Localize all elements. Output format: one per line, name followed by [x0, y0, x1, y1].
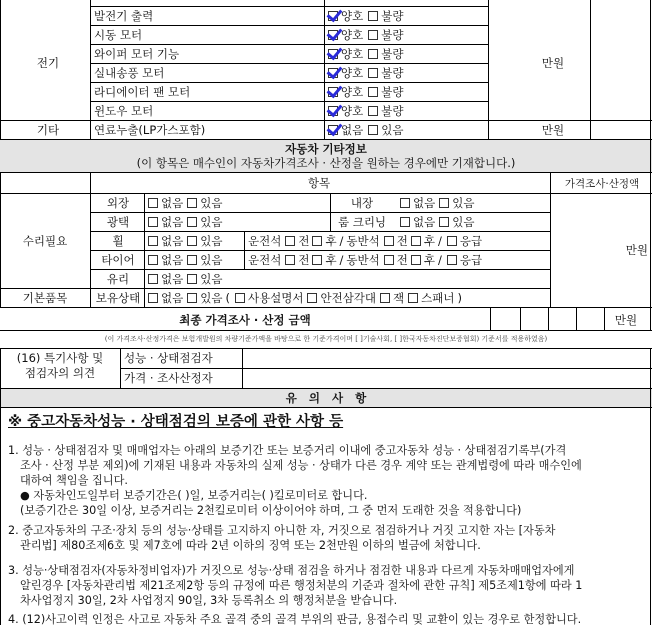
glass-exists-label: 있음 [200, 272, 223, 286]
room-cleaning-label: 룸 크리닝 [337, 215, 387, 229]
exterior-exists-label: 있음 [200, 196, 223, 210]
gloss-exists-label: 있음 [200, 215, 223, 229]
bad-label: 불량 [381, 85, 404, 99]
gloss-none-label: 없음 [161, 215, 184, 229]
final-price-note: (이 가격조사·산정가격은 보험개발원의 차량기준가액을 바탕으로 한 기준가격이며 [ ]기술사회, [ ]한국자동차진단보증협회) 기준서를 적용하였음) [104, 335, 548, 343]
appraiser-opinion-field[interactable] [242, 369, 648, 387]
wheel-none-label: 없음 [161, 234, 184, 248]
interior-none-label: 없음 [413, 196, 436, 210]
front-label: 전 [298, 253, 310, 267]
electric-item-options [326, 7, 486, 25]
good-label: 양호 [341, 66, 364, 80]
interior-none-checkbox[interactable] [400, 198, 410, 208]
bad-checkbox[interactable] [368, 30, 378, 40]
interior-label: 내장 [350, 196, 374, 210]
emergency-label: 응급 [459, 253, 483, 267]
exterior-none-checkbox[interactable] [148, 198, 158, 208]
possession-none-label: 없음 [161, 291, 184, 305]
tire-driver-front-checkbox[interactable] [285, 255, 295, 265]
electric-item-name: 라디에이터 팬 모터 [94, 85, 191, 99]
good-label: 양호 [341, 9, 364, 23]
rear-label: 후 [423, 234, 435, 248]
notice-paragraph-1 [8, 443, 648, 518]
notice-line: ● 자동차인도일부터 보증기간은( )일, 보증거리는( )킬로미터로 합니다. [20, 489, 368, 502]
exterior-none-label: 없음 [161, 196, 184, 210]
notice-line: 조사 · 산정 부분 제외)에 기재된 내용과 자동차의 실제 성능 · 상태가 다른 경우 계약 또는 관계법령에 따라 매수인에 [20, 459, 582, 472]
bad-label: 불량 [381, 47, 404, 61]
electric-item-options [326, 26, 486, 44]
notice-paragraph-2 [8, 523, 648, 553]
bad-checkbox[interactable] [368, 68, 378, 78]
other-price-unit: 만원 [541, 123, 565, 137]
wheel-passenger-label: 동반석 [346, 234, 380, 248]
glass-none-label: 없음 [161, 272, 184, 286]
wheel-none-checkbox[interactable] [148, 236, 158, 246]
open-paren: ( [225, 291, 230, 305]
triangle-label: 안전삼각대 [320, 291, 377, 305]
good-checkbox-checked[interactable] [328, 11, 338, 21]
wheel-emergency-checkbox[interactable] [447, 236, 457, 246]
notice-paragraph-3 [8, 563, 648, 608]
bad-checkbox[interactable] [368, 11, 378, 21]
front-label: 전 [298, 234, 310, 248]
notice-line: 1. 성능 · 상태점검자 및 매매업자는 아래의 보증기간 또는 보증거리 이내에 중고자동차 성능 · 상태점검기록부(가격 [8, 444, 567, 457]
items-column-header: 항목 [307, 176, 331, 190]
triangle-checkbox[interactable] [307, 293, 317, 303]
electric-item-options [326, 64, 486, 82]
tire-driver-label: 운전석 [248, 253, 282, 267]
room-cleaning-exists-label: 있음 [452, 215, 475, 229]
electric-item-name: 실내송풍 모터 [94, 66, 165, 80]
electric-item-name: 시동 모터 [94, 28, 143, 42]
manual-checkbox[interactable] [235, 293, 245, 303]
tire-passenger-label: 동반석 [346, 253, 380, 267]
interior-exists-label: 있음 [452, 196, 475, 210]
spanner-label: 스패너 [421, 291, 455, 305]
room-cleaning-options [398, 213, 548, 231]
notice-line: 3. 성능·상태점검자(자동차정비업자)가 거짓으로 성능·상태 점검을 하거나 점검한 내용과 다르게 자동차매매업자에게 [8, 564, 575, 577]
interior-exists-checkbox[interactable] [439, 198, 449, 208]
wheel-passenger-front-checkbox[interactable] [384, 236, 394, 246]
wheel-exists-checkbox[interactable] [187, 236, 197, 246]
good-label: 양호 [341, 47, 364, 61]
tire-label: 타이어 [101, 253, 135, 267]
exterior-exists-checkbox[interactable] [187, 198, 197, 208]
possession-label: 보유상태 [95, 291, 141, 305]
notice-line: 차사업정지 30일, 2차 사업정지 90일, 3차 등록취소 의 행정처분을 받습니다. [20, 594, 398, 607]
wheel-options [146, 232, 244, 250]
glass-exists-checkbox[interactable] [187, 274, 197, 284]
spanner-checkbox[interactable] [408, 293, 418, 303]
notice-line: 2. 중고자동차의 구조·장치 등의 성능·상태를 고지하지 아니한 자, 거짓으로 점검하거나 거짓 고지한 자는 [자동차 [8, 524, 556, 537]
tire-emergency-checkbox[interactable] [447, 255, 457, 265]
gloss-exists-checkbox[interactable] [187, 217, 197, 227]
other-item-name: 연료누출(LP가스포함) [94, 123, 206, 137]
other-category: 기타 [36, 123, 60, 137]
other-item-options [326, 121, 486, 139]
room-cleaning-exists-checkbox[interactable] [439, 217, 449, 227]
front-label: 전 [396, 253, 408, 267]
exists-checkbox[interactable] [368, 125, 378, 135]
inspector-opinion-field[interactable] [242, 349, 648, 367]
exists-label: 있음 [381, 123, 404, 137]
wheel-position-options [248, 232, 548, 250]
rear-label: 후 [423, 253, 435, 267]
tire-options [146, 251, 244, 269]
slash: / [437, 234, 442, 248]
good-checkbox-checked[interactable] [328, 49, 338, 59]
glass-label: 유리 [106, 272, 130, 286]
wheel-exists-label: 있음 [200, 234, 223, 248]
notice-line: 관리법] 제80조제6호 및 제7호에 따라 2년 이하의 징역 또는 2천만원 이하의 벌금에 처합니다. [20, 539, 481, 552]
wheel-driver-front-checkbox[interactable] [285, 236, 295, 246]
final-price-title: 최종 가격조사 · 산정 금액 [179, 312, 311, 327]
none-checkbox-checked[interactable] [328, 125, 338, 135]
front-label: 전 [396, 234, 408, 248]
good-checkbox-checked[interactable] [328, 68, 338, 78]
slash: / [339, 234, 344, 248]
bad-checkbox[interactable] [368, 87, 378, 97]
tire-passenger-rear-checkbox[interactable] [411, 255, 421, 265]
special-remarks-line2: 점검자의 의견 [24, 366, 96, 380]
extra-info-subtitle: (이 항목은 매수인이 자동차가격조사 · 산정을 원하는 경우에만 기재합니다.) [136, 156, 516, 170]
possession-none-checkbox[interactable] [148, 293, 158, 303]
final-price-unit: 만원 [614, 312, 638, 327]
bad-label: 불량 [381, 104, 404, 118]
good-label: 양호 [341, 85, 364, 99]
gloss-options [146, 213, 244, 231]
good-checkbox-checked[interactable] [328, 30, 338, 40]
tire-none-label: 없음 [161, 253, 184, 267]
wheel-driver-rear-checkbox[interactable] [312, 236, 322, 246]
electric-category: 전기 [36, 56, 60, 70]
possession-options [146, 289, 548, 307]
good-label: 양호 [341, 28, 364, 42]
bad-label: 불량 [381, 66, 404, 80]
electric-item-options [326, 102, 486, 120]
electric-item-options [326, 83, 486, 101]
wheel-driver-label: 운전석 [248, 234, 282, 248]
notice-heading: ※ 중고자동차성능 · 상태점검의 보증에 관한 사항 등 [8, 413, 344, 430]
jack-label: 잭 [393, 291, 405, 305]
bad-label: 불량 [381, 9, 404, 23]
rear-label: 후 [325, 234, 337, 248]
close-paren: ) [457, 291, 462, 305]
notice-title: 유 의 사 항 [285, 391, 367, 405]
special-remarks-line1: (16) 특기사항 및 [16, 351, 104, 365]
extra-info-title: 자동차 기타정보 [285, 141, 367, 156]
notice-line: 대하여 책임을 집니다. [20, 474, 128, 487]
electric-item-name: 와이퍼 모터 기능 [94, 47, 180, 61]
bad-label: 불량 [381, 28, 404, 42]
electric-item-options [326, 45, 486, 63]
tire-none-checkbox[interactable] [148, 255, 158, 265]
electric-item-name: 윈도우 모터 [94, 104, 154, 118]
bad-checkbox[interactable] [368, 49, 378, 59]
good-checkbox-checked[interactable] [328, 87, 338, 97]
price-column-header: 가격조사·산정액 [564, 177, 640, 190]
room-cleaning-none-label: 없음 [413, 215, 436, 229]
tire-exists-checkbox[interactable] [187, 255, 197, 265]
exterior-options [146, 194, 244, 212]
notice-paragraph-4-line: 4. (12)사고이력 인정은 사고로 자동차 주요 골격 중의 골격 부위의 판금, 용접수리 및 교환이 있는 경우로 한정합니다. [8, 613, 582, 625]
basic-items-label: 기본품목 [22, 291, 68, 305]
inspector-label: 성능 · 상태점검자 [124, 351, 213, 365]
bad-checkbox[interactable] [368, 106, 378, 116]
emergency-label: 응급 [459, 234, 483, 248]
possession-exists-checkbox[interactable] [187, 293, 197, 303]
wheel-passenger-rear-checkbox[interactable] [411, 236, 421, 246]
room-cleaning-none-checkbox[interactable] [400, 217, 410, 227]
notice-line: (보증기간은 30일 이상, 보증거리는 2천킬로미터 이상이어야 하며, 그 중 먼저 도래한 것을 적용합니다) [20, 504, 522, 517]
interior-options [398, 194, 548, 212]
electric-item-name: 발전기 출력 [94, 9, 154, 23]
good-label: 양호 [341, 104, 364, 118]
slash: / [339, 253, 344, 267]
tire-exists-label: 있음 [200, 253, 223, 267]
good-checkbox-checked[interactable] [328, 106, 338, 116]
glass-none-checkbox[interactable] [148, 274, 158, 284]
tire-passenger-front-checkbox[interactable] [384, 255, 394, 265]
none-label: 없음 [341, 123, 364, 137]
repair-needed-label: 수리필요 [22, 234, 68, 248]
notice-line: 알린경우 [자동차관리법 제21조제2항 등의 규정에 따른 행정처분의 기준과 절차에 관한 규칙] 제5조제1항에 따라 1 [20, 579, 583, 592]
glass-options [146, 270, 244, 288]
rear-label: 후 [325, 253, 337, 267]
exterior-label: 외장 [106, 196, 130, 210]
jack-checkbox[interactable] [380, 293, 390, 303]
tire-driver-rear-checkbox[interactable] [312, 255, 322, 265]
special-remarks-label [4, 351, 116, 387]
gloss-none-checkbox[interactable] [148, 217, 158, 227]
gloss-label: 광택 [106, 215, 130, 229]
possession-exists-label: 있음 [200, 291, 223, 305]
notice-paragraph-4 [8, 612, 648, 625]
slash: / [437, 253, 442, 267]
extra-price-unit: 만원 [625, 243, 648, 257]
electric-price-unit: 만원 [541, 56, 565, 70]
tire-position-options [248, 251, 548, 269]
wheel-label: 휠 [112, 234, 124, 248]
appraiser-label: 가격 · 조사산정자 [124, 371, 213, 385]
manual-label: 사용설명서 [247, 291, 304, 305]
